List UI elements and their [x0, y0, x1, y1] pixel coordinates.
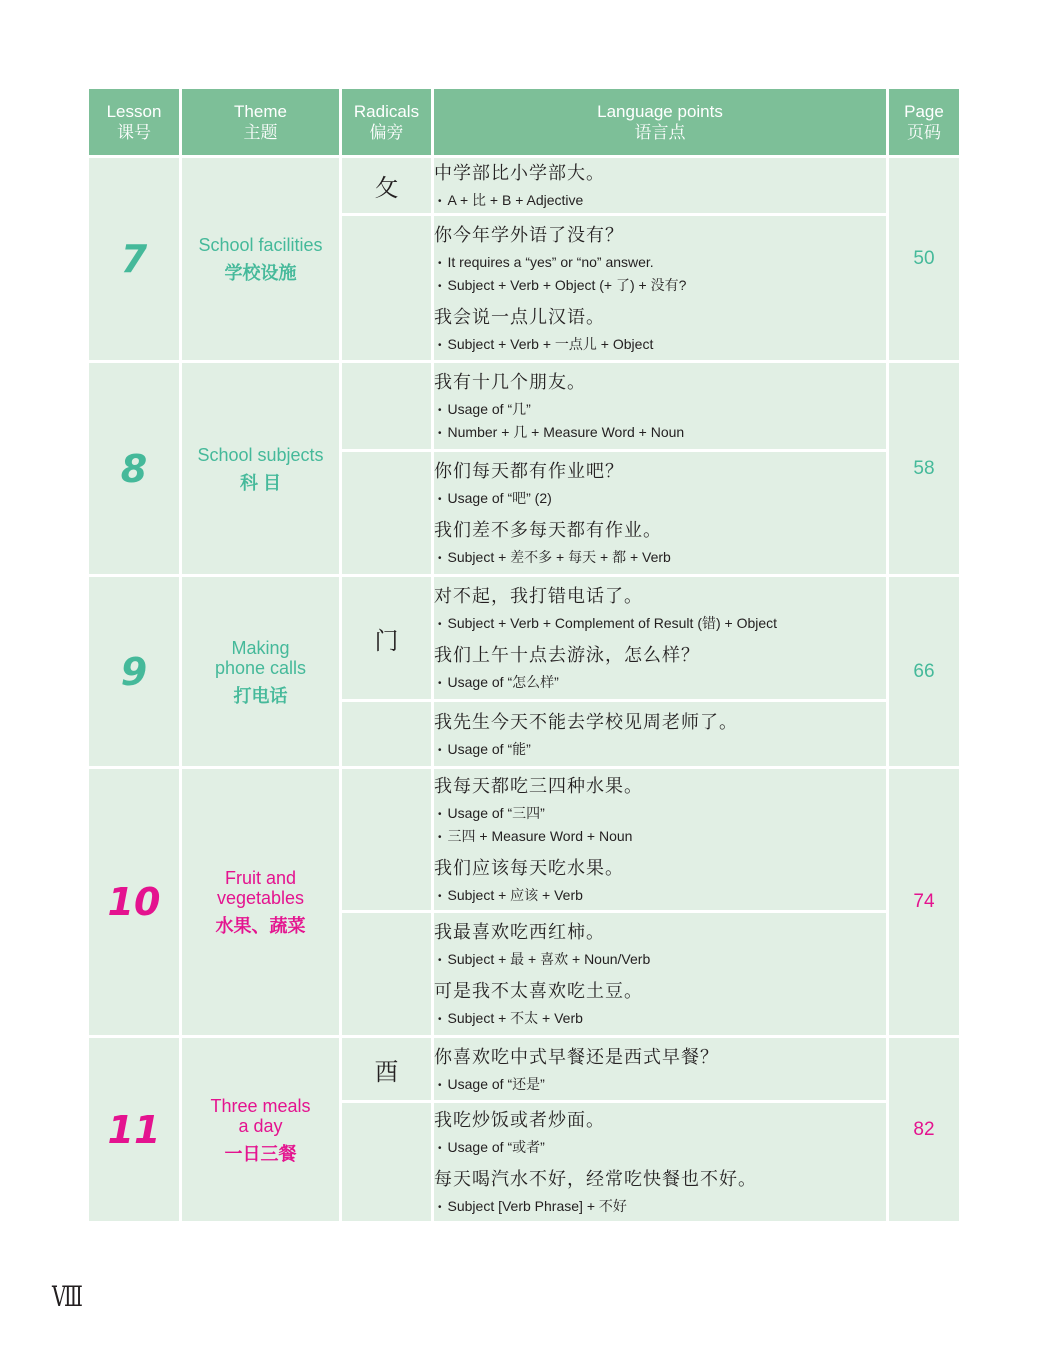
header-radicals: Radicals 偏旁 — [341, 88, 433, 157]
table-row — [88, 362, 961, 451]
language-point: 你今年学外语了没有？ • It requires a “yes” or “no” answer. • Subject + Verb + Object (+ 了) + 没有? 我会说一点儿汉语。 • Subject + Verb + 一点儿 + Object — [433, 215, 888, 362]
lesson-theme: School subjects 科 目 — [181, 362, 341, 576]
radical — [341, 451, 433, 576]
radical — [341, 362, 433, 451]
radical — [341, 215, 433, 362]
radical — [341, 912, 433, 1037]
language-point: 中学部比小学部大。 • A + 比 + B + Adjective — [433, 157, 888, 215]
language-point: 你喜欢吃中式早餐还是西式早餐？ • Usage of “还是” — [433, 1037, 888, 1102]
table-row — [88, 1037, 961, 1102]
page-folio: Ⅷ — [52, 1280, 83, 1313]
table-header — [88, 88, 961, 157]
language-point: 我吃炒饭或者炒面。 • Usage of “或者” 每天喝汽水不好，经常吃快餐也不好。 • Subject [Verb Phrase] + 不好 — [433, 1102, 888, 1223]
lesson-number: 7 — [88, 157, 181, 362]
language-point: 你们每天都有作业吧？ • Usage of “吧” (2) 我们差不多每天都有作业。 • Subject + 差不多 + 每天 + 都 + Verb — [433, 451, 888, 576]
page-number[interactable]: 50 — [888, 157, 961, 362]
lesson-number: 9 — [88, 576, 181, 768]
page-number[interactable]: 74 — [888, 768, 961, 1037]
language-point: 我最喜欢吃西红柿。 • Subject + 最 + 喜欢 + Noun/Verb 可是我不太喜欢吃土豆。 • Subject + 不太 + Verb — [433, 912, 888, 1037]
lesson-theme: Fruit and vegetables 水果、蔬菜 — [181, 768, 341, 1037]
radical — [341, 1102, 433, 1223]
contents-table — [86, 86, 962, 1224]
radical: 攵 — [341, 157, 433, 215]
table-row — [88, 157, 961, 215]
lesson-theme: School facilities 学校设施 — [181, 157, 341, 362]
header-page: Page 页码 — [888, 88, 961, 157]
page-number[interactable]: 82 — [888, 1037, 961, 1223]
page-number[interactable]: 58 — [888, 362, 961, 576]
header-language-points: Language points 语言点 — [433, 88, 888, 157]
header-theme: Theme 主题 — [181, 88, 341, 157]
radical — [341, 768, 433, 912]
header-lesson: Lesson 课号 — [88, 88, 181, 157]
lesson-theme: Three meals a day 一日三餐 — [181, 1037, 341, 1223]
lesson-number: 8 — [88, 362, 181, 576]
table-row — [88, 576, 961, 701]
language-point: 我有十几个朋友。 • Usage of “几” • Number + 几 + Measure Word + Noun — [433, 362, 888, 451]
lesson-number: 10 — [88, 768, 181, 1037]
language-point: 对不起，我打错电话了。 • Subject + Verb + Complement of Result (错) + Object 我们上午十点去游泳，怎么样？ • Usage of “怎么样” — [433, 576, 888, 701]
language-point: 我先生今天不能去学校见周老师了。 • Usage of “能” — [433, 701, 888, 768]
page-number[interactable]: 66 — [888, 576, 961, 768]
radical: 酉 — [341, 1037, 433, 1102]
radical: 门 — [341, 576, 433, 701]
radical — [341, 701, 433, 768]
lesson-theme: Making phone calls 打电话 — [181, 576, 341, 768]
language-point: 我每天都吃三四种水果。 • Usage of “三四” • 三四 + Measure Word + Noun 我们应该每天吃水果。 • Subject + 应该 + Verb — [433, 768, 888, 912]
lesson-number: 11 — [88, 1037, 181, 1223]
table-row — [88, 768, 961, 912]
